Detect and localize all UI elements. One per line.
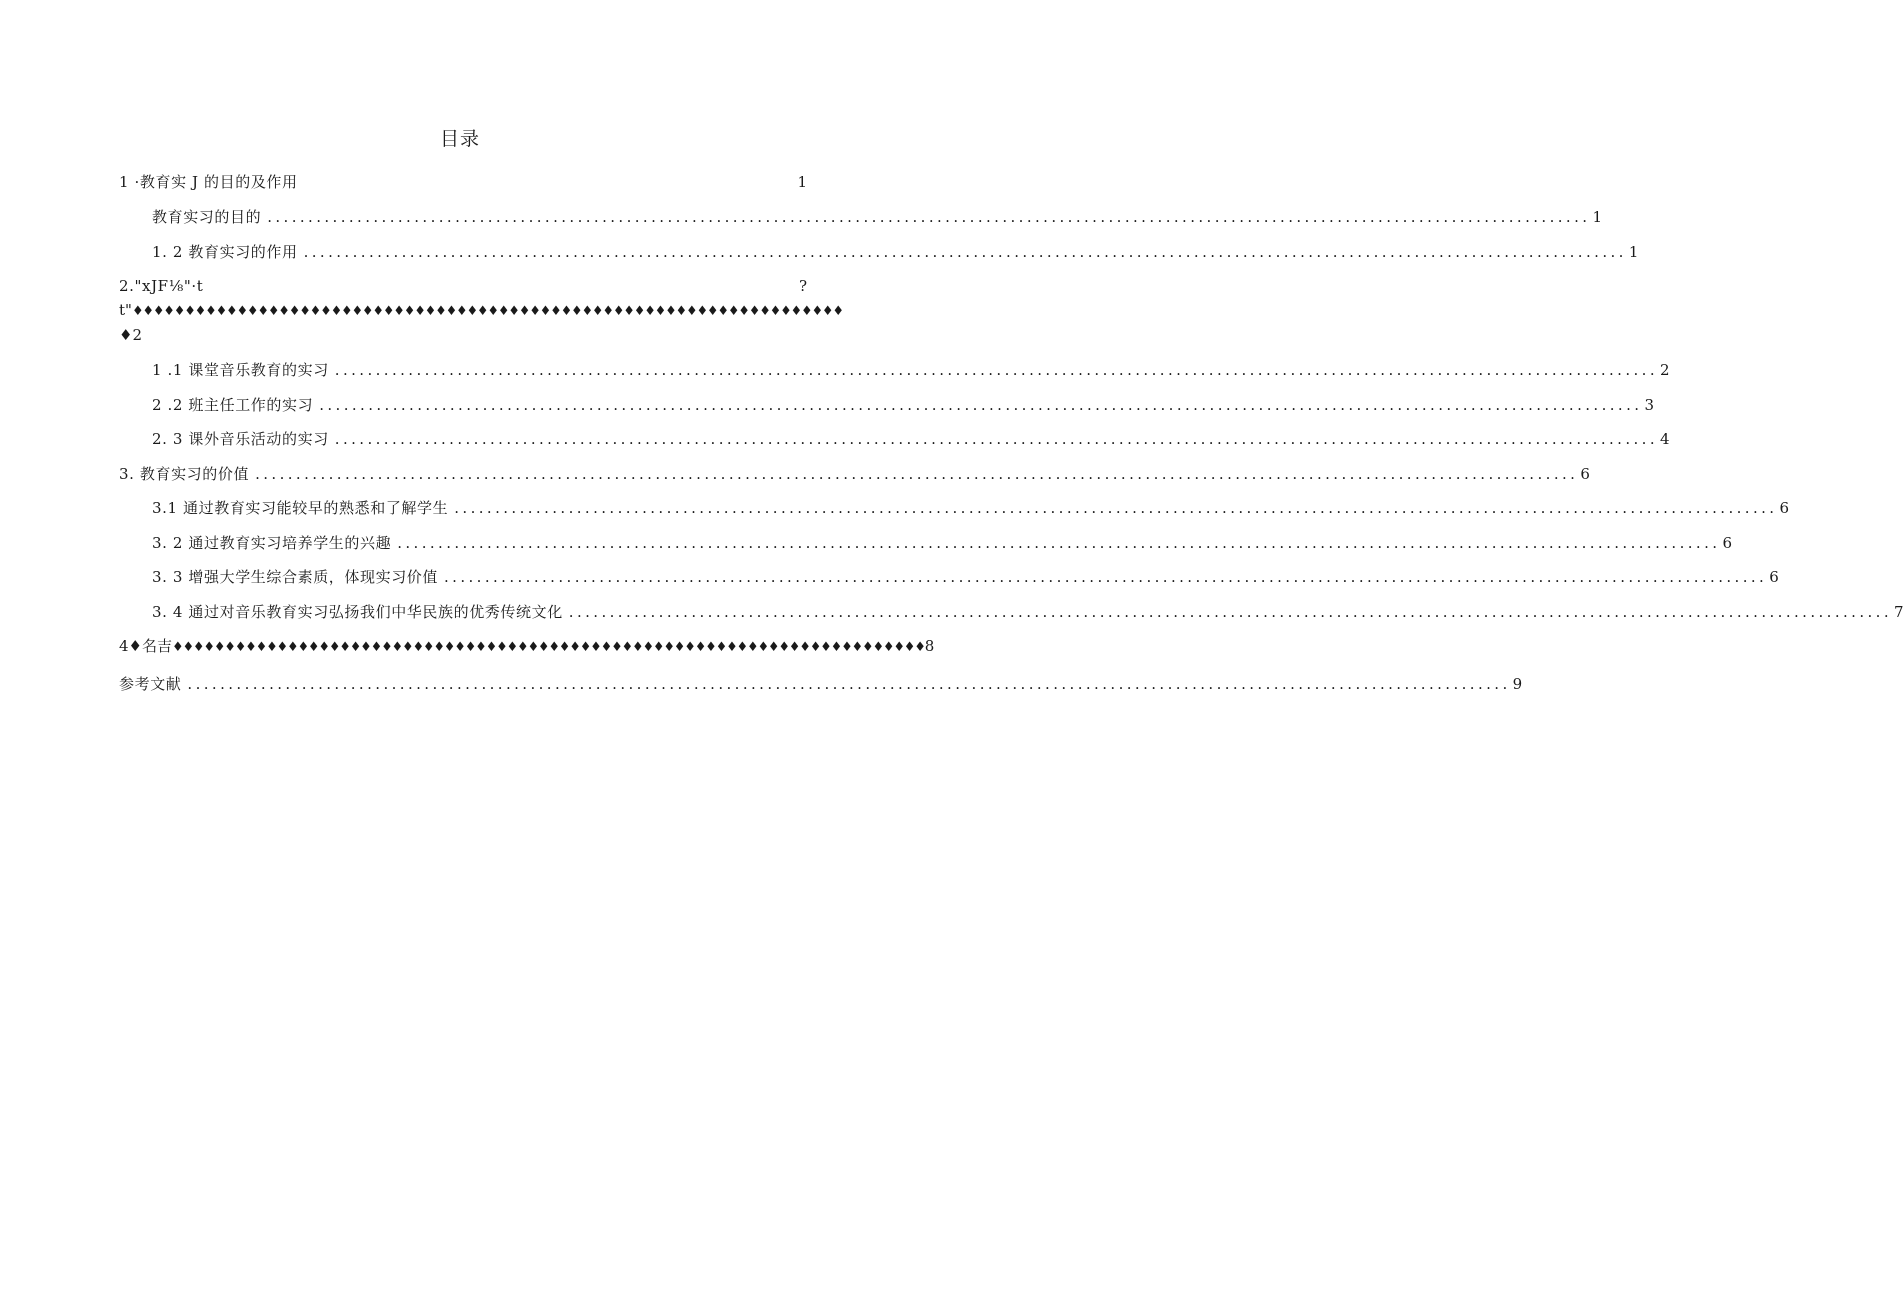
toc-entry-page: 6 <box>1769 568 1779 586</box>
toc-entry-label: 3. 教育实习的价值 <box>119 465 250 483</box>
toc-entry-page: 2 <box>1660 361 1670 379</box>
toc-entry-label: 教育实习的目的 <box>152 208 262 226</box>
garbled-diamonds: ♦♦♦♦♦♦♦♦♦♦♦♦♦♦♦♦♦♦♦♦♦♦♦♦♦♦♦♦♦♦♦♦♦♦♦♦♦♦♦♦♦♦♦♦♦♦♦♦♦♦♦♦♦♦♦♦♦♦♦♦♦♦♦♦♦♦♦♦♦♦♦♦ <box>172 640 925 655</box>
toc-entry-label: 3. 2 通过教育实习培养学生的兴趣 <box>152 534 392 552</box>
toc-entry-page: 6 <box>1580 465 1590 483</box>
toc-leader <box>331 429 1658 449</box>
garbled-prefix: t" <box>119 301 132 319</box>
toc-leader <box>183 674 1510 694</box>
toc-entry-page: 1 <box>797 173 807 191</box>
toc-entry[interactable] <box>152 565 1779 587</box>
toc-entry[interactable] <box>152 600 1904 622</box>
toc-entry-label: 1. 2 教育实习的作用 <box>152 243 298 261</box>
toc-leader <box>263 207 1590 227</box>
toc-entry-page: 6 <box>1779 499 1790 517</box>
toc-entry-label: 2. 3 课外音乐活动的实习 <box>152 430 329 448</box>
toc-entry-label: 参考文献 <box>119 675 182 693</box>
toc-entry[interactable] <box>152 240 1639 262</box>
toc-entry[interactable] <box>152 427 1670 449</box>
toc-entry-label: 1 ·教育实 J 的目的及作用 <box>119 173 298 191</box>
toc-entry-label: 3. 3 增强大学生综合素质，体现实习价值 <box>152 568 438 586</box>
toc-entry-label: 3. 4 通过对音乐教育实习弘扬我们中华民族的优秀传统文化 <box>152 603 563 621</box>
garbled-line <box>119 300 843 322</box>
toc-entry-page: 4 <box>1660 430 1670 448</box>
toc-leader <box>251 464 1578 484</box>
garbled-line <box>119 325 807 345</box>
toc-entry[interactable] <box>119 672 1523 694</box>
toc-entry[interactable] <box>152 393 1654 415</box>
toc-entry-page: 6 <box>1722 534 1732 552</box>
toc-entry[interactable] <box>119 462 1590 484</box>
toc-leader <box>440 567 1767 587</box>
toc-entry[interactable] <box>152 496 1790 518</box>
toc-entry-label: 2."xJF⅛"·t <box>119 277 204 295</box>
toc-leader <box>393 533 1720 553</box>
toc-entry-page: 1 <box>1628 243 1639 261</box>
toc-leader <box>315 395 1642 415</box>
toc-entry[interactable] <box>152 205 1602 227</box>
toc-leader <box>450 498 1777 518</box>
toc-entry[interactable] <box>152 531 1732 553</box>
toc-leader <box>565 602 1892 622</box>
toc-title: 目录 <box>439 128 480 150</box>
toc-entry-page: ? <box>798 277 807 295</box>
toc-entry-page: 7 <box>1894 603 1904 621</box>
toc-entry[interactable] <box>152 358 1670 380</box>
toc-entry-page: 9 <box>1512 675 1523 693</box>
toc-entry[interactable] <box>119 170 807 192</box>
garbled-diamonds: ♦♦♦♦♦♦♦♦♦♦♦♦♦♦♦♦♦♦♦♦♦♦♦♦♦♦♦♦♦♦♦♦♦♦♦♦♦♦♦♦♦♦♦♦♦♦♦♦♦♦♦♦♦♦♦♦♦♦♦♦♦♦♦♦♦♦♦♦ <box>131 304 843 319</box>
toc-entry-garbled[interactable] <box>119 274 807 296</box>
toc-entry-page: 8 <box>924 637 935 655</box>
toc-leader <box>300 242 1627 262</box>
garbled-text: ♦2 <box>119 326 142 344</box>
garbled-prefix: 4♦名吉 <box>119 637 172 655</box>
toc-entry-page: 1 <box>1592 208 1602 226</box>
toc-entry-label: 2 .2 班主任工作的实习 <box>152 396 314 414</box>
toc-entry-label: 3.1 通过教育实习能较早的熟悉和了解学生 <box>152 499 449 517</box>
toc-leader <box>331 360 1658 380</box>
toc-entry-page: 3 <box>1644 396 1654 414</box>
toc-entry-garbled[interactable] <box>119 636 935 658</box>
toc-entry-label: 1 .1 课堂音乐教育的实习 <box>152 361 329 379</box>
